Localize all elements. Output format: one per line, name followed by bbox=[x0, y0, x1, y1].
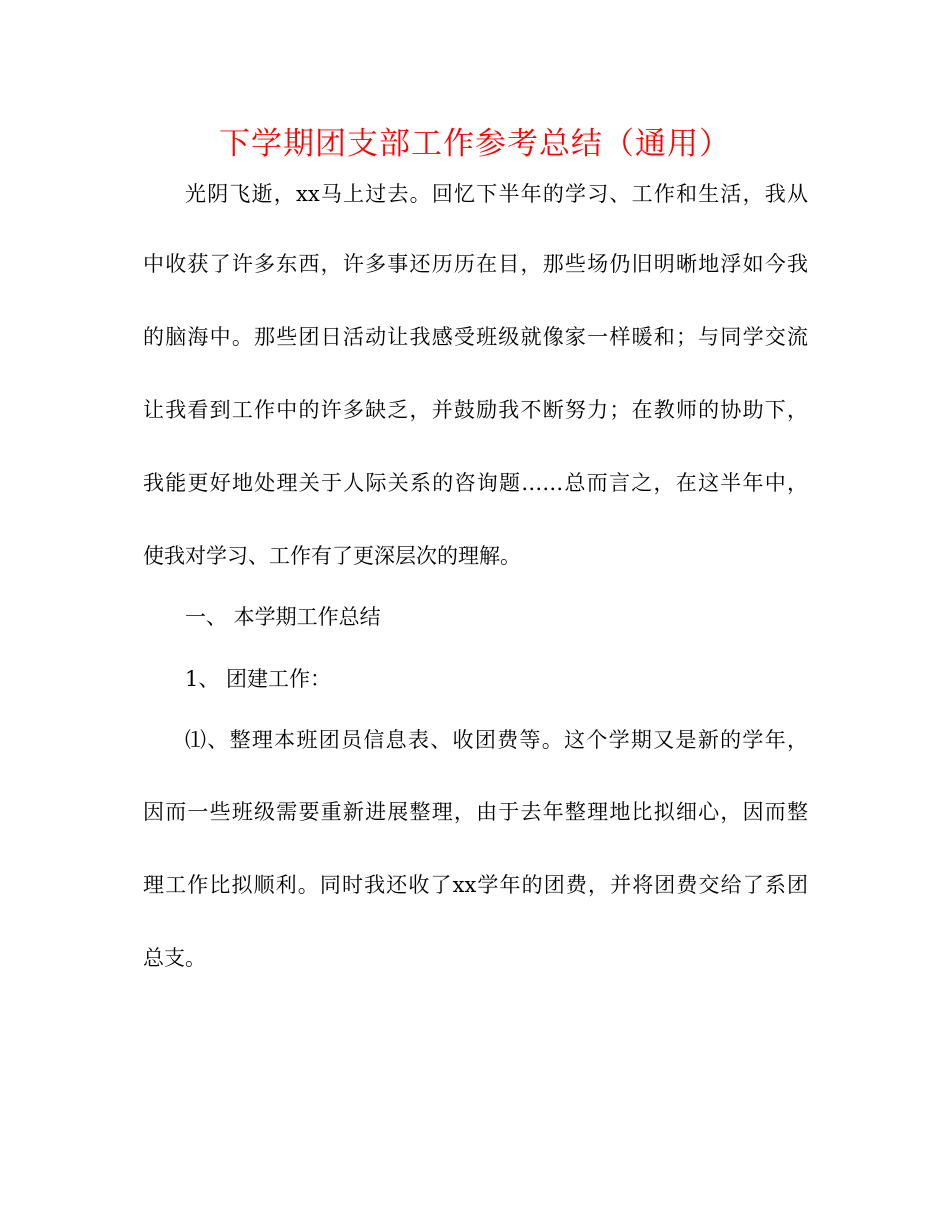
paragraph-line: 理工作比拟顺利。同时我还收了xx学年的团费，并将团费交给了系团 bbox=[143, 873, 808, 897]
paragraph-line: 我能更好地处理关于人际关系的咨询题……总而言之，在这半年中， bbox=[143, 471, 808, 495]
paragraph-line: 让我看到工作中的许多缺乏，并鼓励我不断努力；在教师的协助下， bbox=[143, 398, 808, 422]
document-title: 下学期团支部工作参考总结（通用） bbox=[219, 126, 731, 162]
paragraph-line: 因而一些班级需要重新进展整理，由于去年整理地比拟细心，因而整 bbox=[143, 800, 808, 824]
paragraph-line: ⑴、整理本班团员信息表、收团费等。这个学期又是新的学年， bbox=[185, 728, 808, 752]
paragraph-line: 使我对学习、工作有了更深层次的理解。 bbox=[143, 544, 521, 568]
paragraph-line: 光阴飞逝，xx马上过去。回忆下半年的学习、工作和生活，我从 bbox=[185, 182, 808, 206]
paragraph-line: 的脑海中。那些团日活动让我感受班级就像家一样暖和；与同学交流 bbox=[143, 325, 808, 349]
subsection-heading: 1、 团建工作： bbox=[185, 667, 332, 691]
paragraph-line: 中收获了许多东西，许多事还历历在目，那些场仍旧明晰地浮如今我 bbox=[143, 252, 808, 276]
paragraph-line: 总支。 bbox=[143, 946, 206, 970]
section-heading: 一、 本学期工作总结 bbox=[185, 605, 381, 629]
